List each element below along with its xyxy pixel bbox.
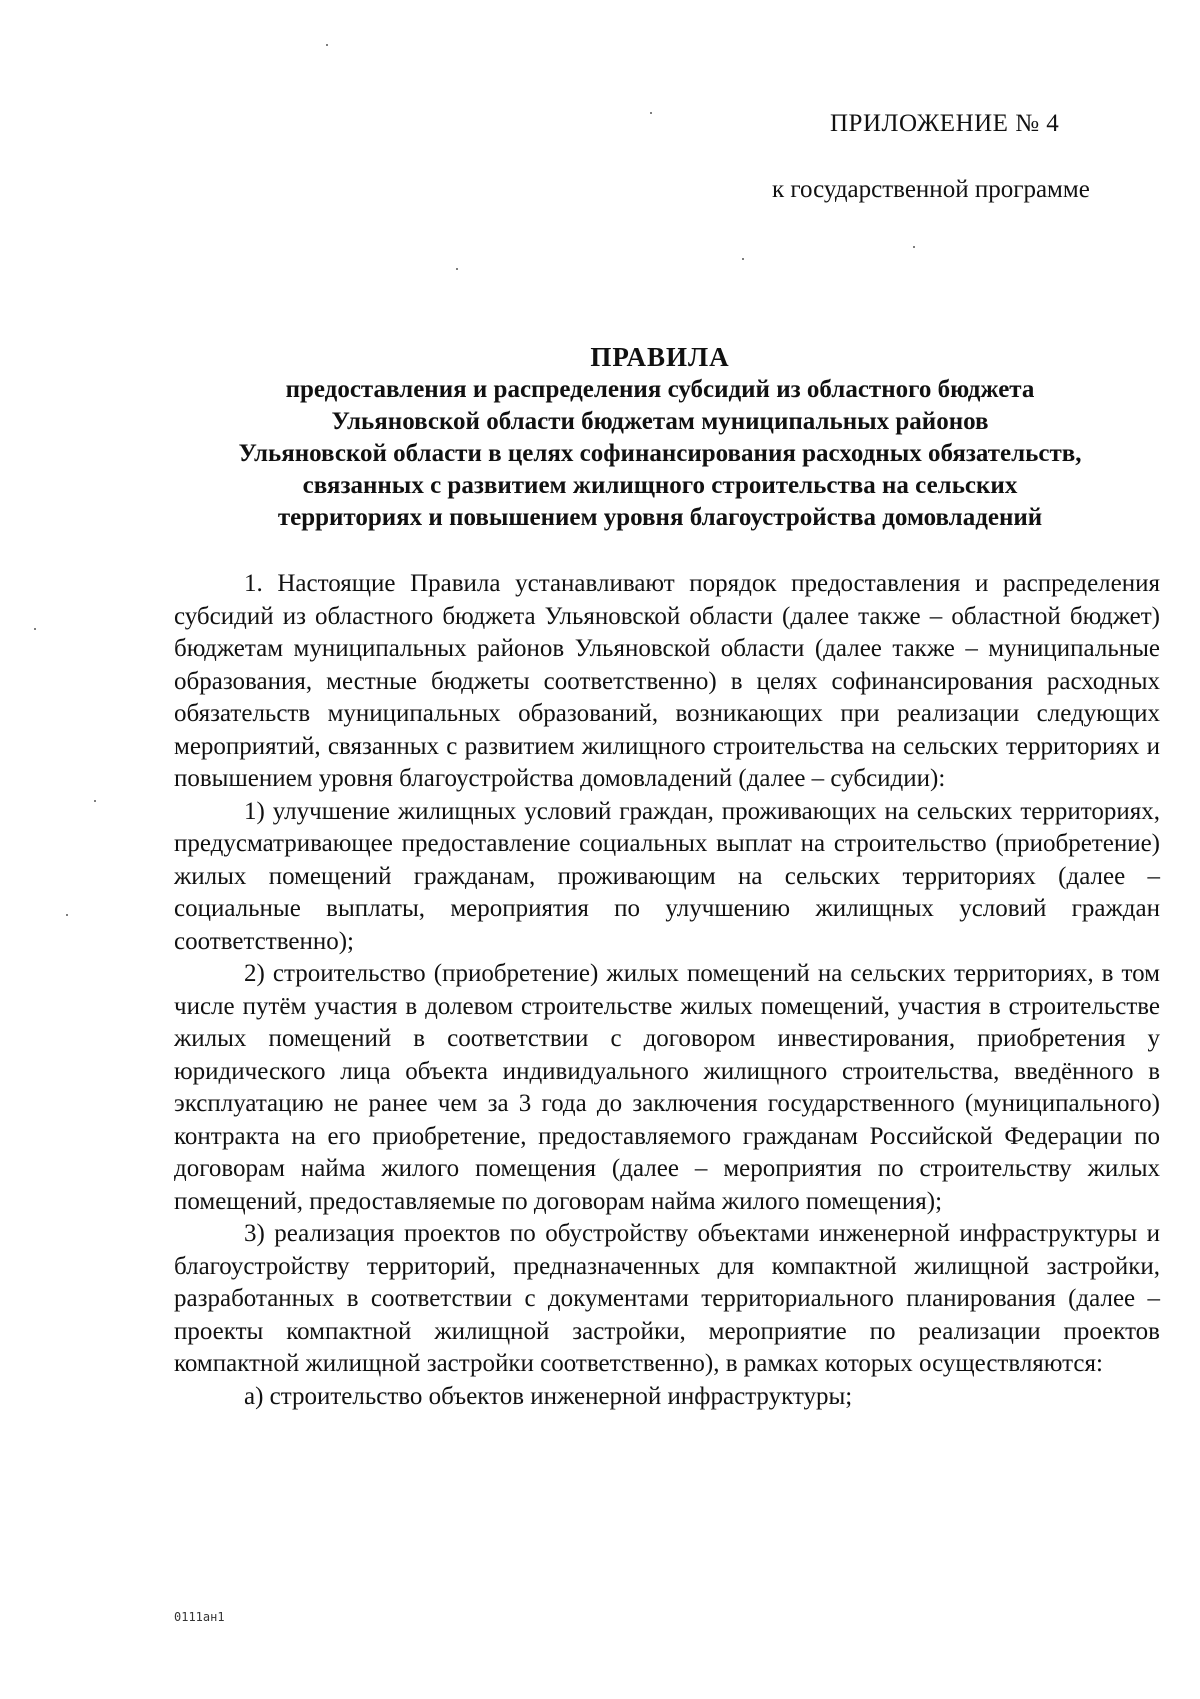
scan-speck (94, 800, 96, 802)
document-subtitle-line: Ульяновской области бюджетам муниципальных районов (331, 408, 989, 435)
scan-speck (456, 268, 458, 270)
scan-speck (913, 246, 915, 248)
scan-speck (326, 44, 328, 46)
scan-speck (650, 112, 652, 114)
appendix-title: ПРИЛОЖЕНИЕ № 4 (830, 110, 1060, 137)
scan-speck (34, 628, 36, 630)
document-subtitle-line: связанных с развитием жилищного строительства на сельских (302, 472, 1018, 499)
scan-speck (66, 914, 68, 916)
footer-document-code: 0111ан1 (174, 1610, 225, 1624)
paragraph-item-2: 2) строительство (приобретение) жилых помещений на сельских территориях, в том числе путём участия в долевом строительстве жилых помещений, участия в строительстве жилых помещений в соответствии с договором инвестирования, приобретения у юридического лица объекта индивидуального жилищного строительства, введённого в эксплуатацию не ранее чем за 3 года до заключения государственного (муниципального) контракта на его приобретение, предоставляемого гражданам Российской Федерации по договорам найма жилого помещения (далее – мероприятия по строительству жилых помещений, предоставляемые по договорам найма жилого помещения); (174, 960, 1160, 1215)
document-subtitle-line: территориях и повышением уровня благоустройства домовладений (277, 504, 1043, 531)
scan-speck (742, 258, 744, 260)
paragraph-subitem-a: а) строительство объектов инженерной инфраструктуры; (244, 1382, 853, 1410)
paragraph-1: 1. Настоящие Правила устанавливают порядок предоставления и распределения субсидий из областного бюджета Ульяновской области (далее также – областной бюджет) бюджетам муниципальных районов Ульяновской области (далее также – муниципальные образования, местные бюджеты соответственно) в целях софинансирования расходных обязательств муниципальных образований, возникающих при реализации следующих мероприятий, связанных с развитием жилищного строительства на сельских территориях и повышением уровня благоустройства домовладений (далее – субсидии): (174, 570, 1160, 792)
document-title-block (160, 340, 1160, 534)
document-subtitle-line: Ульяновской области в целях софинансирования расходных обязательств, (238, 440, 1082, 467)
document-body (174, 568, 1160, 1413)
appendix-subtitle: к государственной программе (772, 176, 1090, 203)
paragraph-item-1: 1) улучшение жилищных условий граждан, проживающих на сельских территориях, предусматривающее предоставление социальных выплат на строительство (приобретение) жилых помещений гражданам, проживающим на сельских территориях (далее – социальные выплаты, мероприятия по улучшению жилищных условий граждан соответственно); (174, 797, 1160, 955)
paragraph-item-3: 3) реализация проектов по обустройству объектами инженерной инфраструктуры и благоустройству территорий, предназначенных для компактной жилищной застройки, разработанных в соответствии с документами территориального планирования (далее – проекты компактной жилищной застройки, мероприятие по реализации проектов компактной жилищной застройки соответственно), в рамках которых осуществляются: (174, 1220, 1160, 1377)
document-title: ПРАВИЛА (590, 342, 730, 372)
document-subtitle-line: предоставления и распределения субсидий из областного бюджета (285, 376, 1035, 403)
